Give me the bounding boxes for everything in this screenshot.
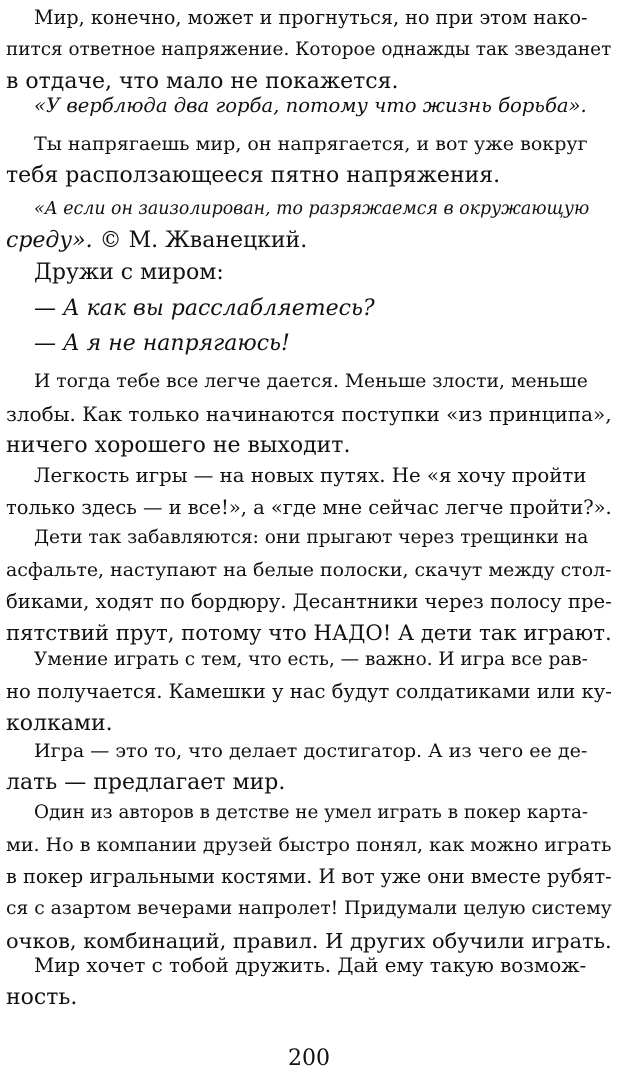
text-line: — А я не напрягаюсь! [34, 331, 290, 356]
text-line: ся с азартом вечерами напролет! Придумали целую систему [6, 898, 612, 919]
text-line: лать — предлагает мир. [6, 770, 286, 795]
text-line: тебя расползающееся пятно напряжения. [6, 163, 501, 188]
text-line: «У верблюда два горба, потому что жизнь борьба». [34, 94, 587, 117]
paragraph-8 [6, 735, 612, 799]
quote-camel [6, 90, 612, 122]
paragraph-3 [6, 257, 612, 289]
text-line: в отдаче, что мало не покажется. [6, 69, 399, 94]
quote-attribution: © М. Жванецкий. [92, 228, 308, 253]
text-line: И тогда тебе все легче дается. Меньше злости, меньше [34, 371, 588, 392]
quote-tail: среду». [6, 228, 93, 253]
text-line: Дружи с миром: [34, 260, 224, 285]
paragraph-10 [6, 950, 612, 1014]
text-line: Ты напрягаешь мир, он напрягается, и вот уже вокруг [34, 133, 588, 155]
paragraph-7 [6, 644, 612, 740]
text-line: ми. Но в компании друзей быстро понял, как можно играть [6, 834, 612, 856]
text-line: Мир хочет с тобой дружить. Дай ему такую возмож- [34, 954, 587, 977]
text-line: Умение играть с тем, что есть, — важно. И игра все рав- [34, 649, 588, 670]
paragraph-9 [6, 797, 612, 957]
paragraph-4 [6, 366, 612, 462]
dialog-line-1 [6, 293, 612, 325]
text-line: пится ответное напряжение. Которое однажды так звезданет [6, 39, 612, 60]
text-line: колками. [6, 711, 113, 736]
text-line: но получается. Камешки у нас будут солдатиками или ку- [6, 680, 612, 703]
paragraph-6 [6, 522, 612, 650]
text-line: Дети так забавляются: они прыгают через трещинки на [34, 527, 589, 548]
text-line: Один из авторов в детстве не умел играть в покер карта- [34, 802, 589, 823]
text-line: Мир, конечно, может и прогнуться, но при этом нако- [34, 6, 588, 29]
text-line: Легкость игры — на новых путях. Не «я хочу пройти [34, 464, 587, 487]
paragraph-5 [6, 460, 612, 524]
text-line: очков, комбинаций, правил. И других обучили играть. [6, 929, 612, 953]
text-line: пятствий прут, потому что НАДО! А дети так играют. [6, 621, 612, 646]
text-line: в покер игральными костями. И вот уже они вместе рубят- [6, 865, 612, 888]
text-line: злобы. Как только начинаются поступки «из принципа», [6, 402, 612, 426]
book-page [6, 0, 612, 1079]
quote-zhvanetsky [6, 193, 612, 257]
text-line: — А как вы расслабляетесь? [34, 296, 375, 321]
text-line [6, 225, 612, 257]
text-line: Игра — это то, что делает достигатор. А из чего ее де- [34, 740, 588, 762]
text-line: асфальте, наступают на белые полоски, скачут между стол- [6, 559, 612, 581]
text-line: ничего хорошего не выходит. [6, 433, 351, 458]
paragraph-1 [6, 2, 612, 98]
page-number: 200 [288, 1046, 330, 1071]
text-line: ность. [6, 985, 78, 1010]
text-line: только здесь — и все!», а «где мне сейчас легче пройти?». [6, 496, 612, 519]
text-line: биками, ходят по бордюру. Десантники через полосу пре- [6, 590, 612, 613]
paragraph-2 [6, 128, 612, 192]
text-line: «А если он заизолирован, то разряжаемся в окружающую [34, 199, 590, 219]
dialog-line-2 [6, 328, 612, 360]
